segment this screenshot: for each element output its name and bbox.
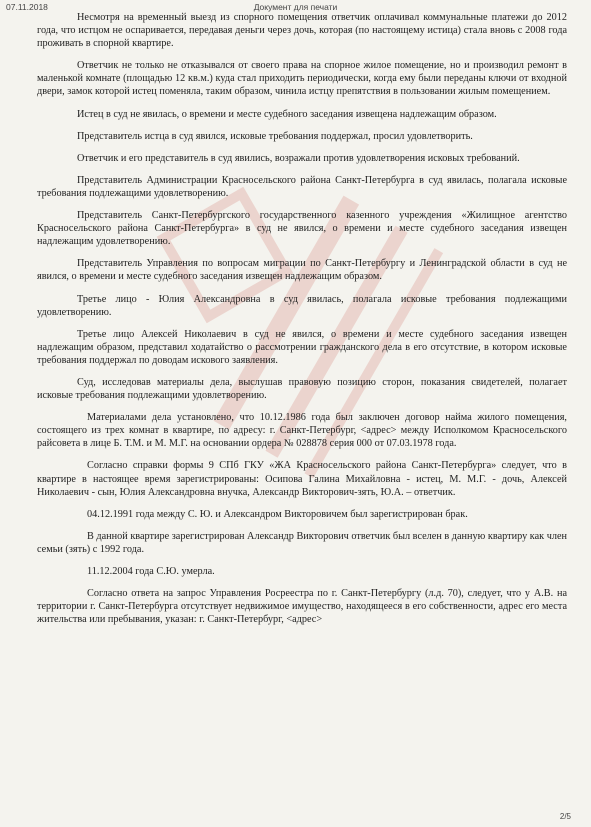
paragraph: Представитель Администрации Красносельского района Санкт-Петербурга в суд явилась, полагала исковые требования подлежащими удовлетворению. xyxy=(37,174,567,199)
paragraph: Согласно справки формы 9 СПб ГКУ «ЖА Красносельского района Санкт-Петербурга» следует, что в квартире в настоящее время зарегистрированы: Осипова Галина Михайловна - истец, М. М.Г. - дочь, Алексей Николаевич - сын, Юлия Александровна внучка, Александр Викторович-зять, Ю.А. – ответчик. xyxy=(37,460,567,498)
paragraph: Материалами дела установлено, что 10.12.1986 года был заключен договор найма жилого помещения, состоящего из трех комнат в квартире, по адресу: г. Санкт-Петербург, <адрес> между Исполкомом Красносельского райсовета в лице Б. Т.М. и М. М.Г. на основании ордера № 028878 серия 000 от 07.03.1978 года. xyxy=(37,412,567,450)
paragraph: Согласно ответа на запрос Управления Росреестра по г. Санкт-Петербургу (л.д. 70), следует, что у А.В. на территории г. Санкт-Петербурга отсутствует недвижимое имущество, находящееся в его собственности, адрес его места жительства или пребывания, указан: г. Санкт-Петербург, <адрес> xyxy=(37,588,567,626)
paragraph: Представитель истца в суд явился, исковые требования поддержал, просил удовлетворить. xyxy=(77,130,473,142)
paragraph: Суд, исследовав материалы дела, выслушав правовую позицию сторон, показания свидетелей, полагает исковые требования подлежащими удовлетворению. xyxy=(37,376,567,402)
paragraph: В данной квартире зарегистрирован Александр Викторович ответчик был вселен в данную квартиру как член семьи (зять) с 1992 года. xyxy=(37,530,567,555)
print-date: 07.11.2018 xyxy=(6,2,48,12)
paragraph: Представитель Санкт-Петербургского государственного казенного учреждения «Жилищное агентство Красносельского района Санкт-Петербурга» в суд не явился, о времени и месте судебного заседания извещен надлежащим удовлетворению. xyxy=(37,210,567,248)
paragraph: Несмотря на временный выезд из спорного помещения ответчик оплачивал коммунальные платежи до 2012 года, что истцом не оспаривается, передавая деньги через дочь, которая (по настоящему истица) стала вновь с 2008 года проживать в спорной квартире. xyxy=(37,12,567,50)
paragraph: Ответчик не только не отказывался от своего права на спорное жилое помещение, но и производил ремонт в маленькой комнате (площадью 12 кв.м.) куда стал приходить периодически, когда ему были переданы ключи от входной двери, замок которой истец поменяла, таким образом, чинила истцу препятствия в пользовании жилым помещением. xyxy=(37,60,567,98)
paragraph: 11.12.2004 года С.Ю. умерла. xyxy=(87,566,215,577)
page-number: 2/5 xyxy=(559,812,571,821)
paragraph: Ответчик и его представитель в суд явились, возражали против удовлетворения исковых требований. xyxy=(77,152,520,164)
paragraph: Третье лицо Алексей Николаевич в суд не явился, о времени и месте судебного заседания извещен надлежащим образом, представил ходатайство о рассмотрении гражданского дела в его отсутствие, в котором исковые требования поддержал по доводам искового заявления. xyxy=(37,328,567,366)
paragraph: Третье лицо - Юлия Александровна в суд явилась, полагала исковые требования подлежащими удовлетворению. xyxy=(37,293,567,318)
paragraph: 04.12.1991 года между С. Ю. и Александром Викторовичем был зарегистрирован брак. xyxy=(87,508,468,520)
print-title: Документ для печати xyxy=(253,2,338,12)
paragraph: Истец в суд не явилась, о времени и месте судебного заседания извещена надлежащим образом. xyxy=(77,108,497,120)
document-body xyxy=(37,11,567,634)
paragraph: Представитель Управления по вопросам миграции по Санкт-Петербургу и Ленинградской области в суд не явился, о времени и месте судебного заседания извещен надлежащим образом. xyxy=(37,258,567,283)
